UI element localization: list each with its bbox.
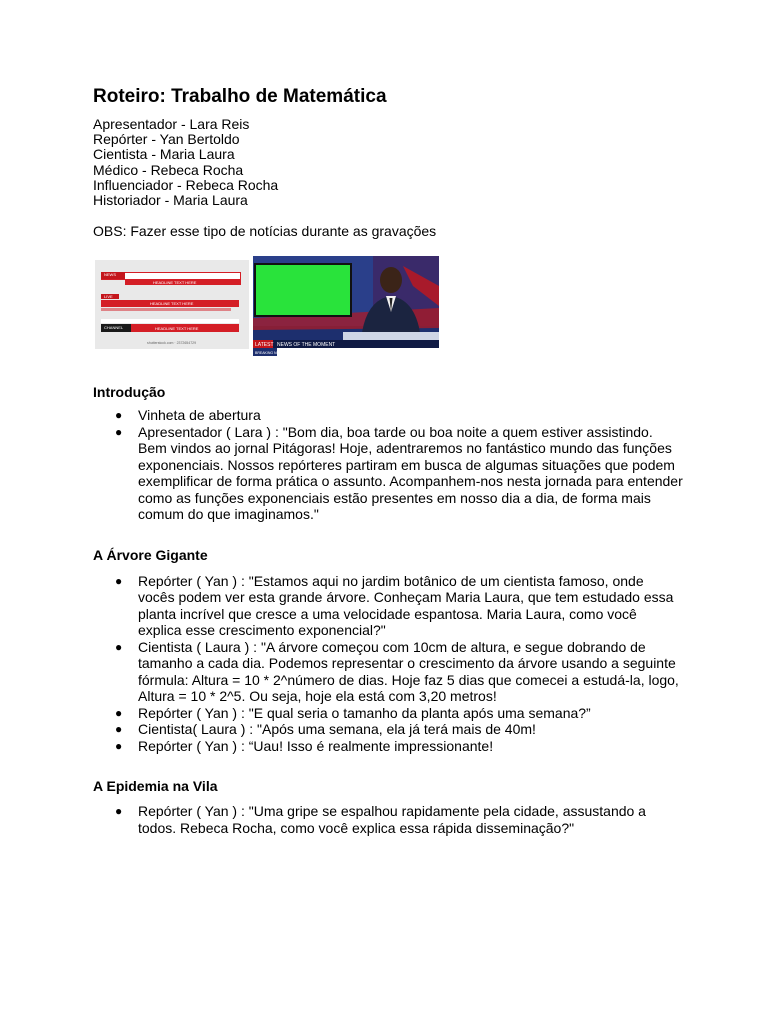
obs-note: OBS: Fazer esse tipo de notícias durante as gravações — [93, 223, 437, 240]
list-item: ● Cientista( Laura ) : "Após uma semana, ela já terá mais de 40m! — [115, 721, 536, 738]
document-page — [93, 86, 683, 836]
bullet-icon: ● — [115, 424, 123, 439]
studio-banner-text: NEWS OF THE MOMENT — [277, 342, 336, 349]
lower-third-bar — [101, 319, 239, 323]
green-screen — [255, 264, 351, 316]
lower-third-tag-text: NEWS — [104, 272, 116, 278]
bullet-icon: ● — [115, 804, 123, 819]
section-list — [93, 573, 683, 755]
bullet-icon: ● — [115, 705, 123, 720]
section-epidemia-vila — [93, 778, 683, 836]
cast-line: Cientista - Maria Laura — [93, 146, 235, 163]
news-studio-illustration — [253, 256, 439, 356]
bullet-icon: ● — [115, 408, 123, 423]
lower-third-headline: HEADLINE TEXT HERE — [150, 301, 194, 307]
list-item: ● Cientista ( Laura ) : "A árvore começou com 10cm de altura, e segue dobrando de tamanho a cada dia. Podemos representar o crescimento da árvore usando a seguinte fórmula: Altura = 10 * 2^número de dias. Hoje faz 5 dias que comecei a estudá-la, logo, Altura = 10 * 2^5. Ou seja, hoje ela está com 3,20 metros! — [115, 638, 679, 705]
page-title: Roteiro: Trabalho de Matemática — [93, 86, 387, 107]
cast-line: Influenciador - Rebeca Rocha — [93, 176, 279, 193]
cast-line: Médico - Rebeca Rocha — [93, 161, 244, 178]
section-heading: A Árvore Gigante — [93, 546, 208, 563]
cast-list — [93, 117, 683, 208]
bullet-icon: ● — [115, 639, 123, 654]
list-item: ● Apresentador ( Lara ) : "Bom dia, boa tarde ou boa noite a quem estiver assistindo. Bem vindos ao jornal Pitágoras! Hoje, adentraremos no fantástico mundo das funções exponenciais. Nossos repórteres partiram em busca de algumas situações que podem exemplificar de forma prática o assunto. Acompanhem-nos nesta jornada para entender como as funções exponenciais estão presentes em nosso dia a dia, de forma mais comum do que imaginamos." — [115, 423, 683, 523]
section-list — [93, 407, 683, 523]
bullet-icon: ● — [115, 738, 123, 753]
lower-third-tag-text: CHANNEL — [104, 325, 124, 331]
cast-line: Apresentador - Lara Reis — [93, 116, 250, 132]
bullet-icon: ● — [115, 573, 123, 588]
lower-thirds-image — [95, 260, 249, 349]
lower-third-headline: HEADLINE TEXT HERE — [153, 280, 197, 286]
image-watermark: shutterstock.com · 2372654729 — [147, 341, 197, 346]
section-list — [93, 803, 683, 836]
list-item: ● Vinheta de abertura — [115, 407, 261, 424]
cast-line: Historiador - Maria Laura — [93, 192, 248, 209]
bullet-icon: ● — [115, 722, 123, 737]
anchor-head — [380, 267, 402, 293]
reference-images — [93, 256, 683, 356]
section-introducao — [93, 384, 683, 523]
cast-line: Repórter - Yan Bertoldo — [93, 131, 240, 148]
section-arvore-gigante — [93, 547, 683, 755]
studio-tag-text: LATEST — [255, 342, 274, 349]
section-heading: Introdução — [93, 384, 166, 401]
list-item: ● Repórter ( Yan ) : "Uma gripe se espalhou rapidamente pela cidade, assustando a todos. Rebeca Rocha, como você explica essa rápida disseminação?" — [115, 803, 646, 836]
list-item: ● Repórter ( Yan ) : "E qual seria o tamanho da planta após uma semana?” — [115, 704, 591, 721]
list-item: ● Repórter ( Yan ) : "Estamos aqui no jardim botânico de um cientista famoso, onde vocês podem ver esta grande árvore. Conheçam Maria Laura, que tem estudado essa planta incrível que cresce a uma velocidade espantosa. Maria Laura, como você explica esse crescimento exponencial?" — [115, 572, 674, 639]
lower-third-headline: HEADLINE TEXT HERE — [155, 326, 199, 332]
list-item: ● Repórter ( Yan ) : “Uau! Isso é realmente impressionante! — [115, 737, 494, 754]
studio-ticker-text: BREAKING NEWS — [255, 351, 285, 356]
news-studio-image — [253, 256, 439, 356]
section-heading: A Epidemia na Vila — [93, 778, 218, 795]
lower-third-tag-text: LIVE — [104, 294, 113, 300]
lower-third-stripe — [101, 308, 231, 311]
